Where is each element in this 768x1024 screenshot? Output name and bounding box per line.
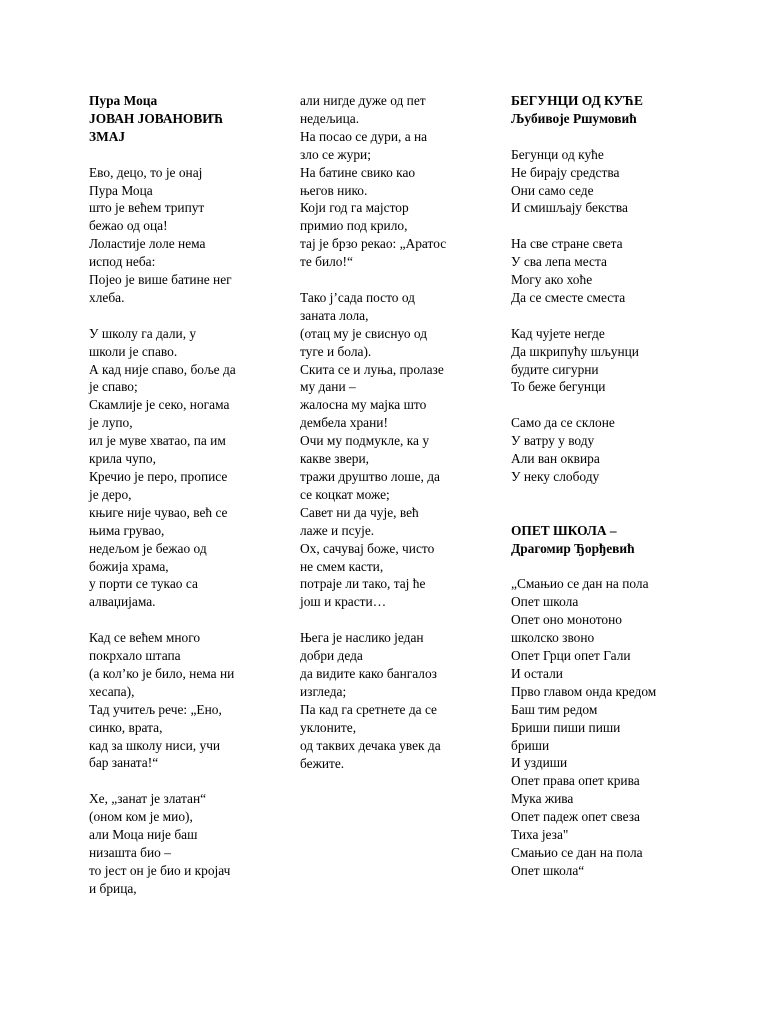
poem-line: У школу га дали, у: [89, 325, 197, 341]
poem-line: да видите како бангалоз: [300, 665, 437, 681]
poem-line: Они само седе: [511, 182, 594, 198]
poem-line: тражи друштво лоше, да: [300, 469, 440, 485]
poem-line: Кад се већем много: [89, 630, 201, 646]
poem-line: заната лола,: [300, 307, 369, 323]
poem-line: зло се жури;: [300, 146, 371, 162]
poem-line: испод неба:: [89, 254, 156, 270]
poem-line: И остали: [511, 665, 563, 681]
poem-line: изгледа;: [300, 683, 347, 699]
poem-line: примио под крило,: [300, 218, 408, 234]
poem-line: школи је спаво.: [89, 343, 178, 359]
poem-line: Тиха језа": [511, 827, 569, 843]
poem-line: Који год га мајстор: [300, 200, 409, 216]
poem-line: њима грувао,: [89, 522, 165, 538]
blank-line: [89, 772, 279, 790]
blank-line: [511, 307, 711, 325]
poem-line: божија храма,: [89, 558, 169, 574]
poem-line: Смањио се дан на пола: [511, 844, 643, 860]
poem-line: те било!“: [300, 254, 353, 270]
poem-line: је спаво;: [89, 379, 138, 395]
poem-line: Опет школа: [511, 594, 579, 610]
text-column-3: [511, 92, 711, 880]
poem-line: Само да се склоне: [511, 415, 615, 431]
poem-line: Опет Грци опет Гали: [511, 647, 631, 663]
poem-line: (оном ком је мио),: [89, 809, 193, 825]
poem-line: покрхало штапа: [89, 648, 181, 664]
poem-line: На батине свико као: [300, 164, 416, 180]
poem-line: (отац му је свиснуо од: [300, 325, 428, 341]
poem-line: Не бирају средства: [511, 164, 620, 180]
poem-line: Опет оно монотоно: [511, 612, 622, 628]
poem-line: Бегунци од куће: [511, 146, 604, 162]
blank-line: [89, 146, 279, 164]
poem-line: алваџијама.: [89, 594, 156, 610]
blank-line: [300, 271, 475, 289]
poem-line: Мука жива: [511, 791, 574, 807]
poem-line: Ох, сачувај боже, чисто: [300, 540, 435, 556]
heading-line: ЗМАЈ: [89, 128, 126, 144]
poem-line: туге и бола).: [300, 343, 372, 359]
poem-line: Опет права опет крива: [511, 773, 640, 789]
poem-line: бежао од оца!: [89, 218, 168, 234]
poem-line: Тад учитељ рече: „Ено,: [89, 701, 222, 717]
blank-line: [511, 557, 711, 575]
poem-line: низашта био –: [89, 845, 171, 860]
poem-line: хесапа),: [89, 683, 135, 699]
heading-line: ОПЕТ ШКОЛА –: [511, 522, 617, 538]
poem-line: „Смањио се дан на пола: [511, 576, 649, 592]
poem-line: У неку слободу: [511, 468, 600, 484]
poem-line: хлеба.: [89, 289, 125, 305]
poem-line: његов нико.: [300, 182, 368, 198]
text-column-1: [89, 92, 279, 898]
poem-line: жалосна му мајка што: [300, 397, 427, 413]
poem-line: књиге није чувао, већ се: [89, 504, 228, 520]
poem-line: и брица,: [89, 880, 137, 896]
poem-line: му дани –: [300, 379, 356, 395]
poem-line: Кад чујете негде: [511, 325, 605, 341]
poem-line: И уздиши: [511, 755, 568, 771]
heading-line: Драгомир Ђорђевић: [511, 540, 635, 556]
poem-line: Баш тим редом: [511, 701, 598, 717]
poem-line: Бриши пиши пиши: [511, 719, 621, 735]
poem-line: што је већем трипут: [89, 200, 205, 216]
poem-line: ил је муве хватао, па им: [89, 433, 226, 449]
blank-line: [511, 217, 711, 235]
poem-line: бар заната!“: [89, 755, 159, 771]
text-column-2: [300, 92, 475, 772]
poem-line: потраје ли тако, тај ће: [300, 576, 426, 592]
poem-line: То беже бегунци: [511, 379, 606, 395]
heading-line: Љубивоје Ршумовић: [511, 110, 637, 126]
poem-line: Опет падеж опет свеза: [511, 809, 640, 825]
poem-line: дембела храни!: [300, 415, 388, 431]
heading-line: БЕГУНЦИ ОД КУЋЕ: [511, 93, 643, 108]
poem-line: али нигде дуже од пет: [300, 93, 426, 108]
poem-line: Тако ј’сада посто од: [300, 289, 415, 305]
poem-line: Али ван оквира: [511, 451, 600, 467]
poem-line: крила чупо,: [89, 451, 156, 467]
poem-line: не смем касти,: [300, 558, 384, 574]
poem-line: добри деда: [300, 648, 363, 664]
poem-line: какве звери,: [300, 451, 369, 467]
poem-line: недељом је бежао од: [89, 540, 207, 556]
poem-line: је деро,: [89, 486, 132, 502]
blank-line: [89, 307, 279, 325]
poem-line: у порти се тукао са: [89, 576, 198, 592]
blank-line: [511, 396, 711, 414]
poem-line: лаже и псује.: [300, 522, 375, 538]
poem-line: А кад није спаво, боље да: [89, 361, 236, 377]
poem-line: уклоните,: [300, 719, 357, 735]
poem-line: На посао се дури, а на: [300, 128, 428, 144]
heading-line: ЈОВАН ЈОВАНОВИЋ: [89, 110, 224, 126]
poem-line: Па кад га сретнете да се: [300, 701, 437, 717]
poem-line: Да се сместе сместа: [511, 289, 626, 305]
poem-line: бежите.: [300, 755, 345, 771]
poem-line: И смишљају бекства: [511, 200, 628, 216]
blank-line: [89, 611, 279, 629]
poem-line: Опет школа“: [511, 862, 585, 878]
blank-line: [511, 128, 711, 146]
poem-line: се коцкат може;: [300, 486, 390, 502]
poem-line: Ево, децо, то је онај: [89, 164, 203, 180]
poem-line: још и красти…: [300, 594, 387, 610]
poem-line: од таквих дечака увек да: [300, 737, 441, 753]
poem-line: Појео је више батине нег: [89, 272, 232, 288]
poem-line: Пура Моца: [89, 182, 153, 198]
poem-line: У сва лепа места: [511, 254, 607, 270]
poem-line: Очи му подмукле, ка у: [300, 433, 430, 449]
poem-line: тај је брзо рекао: „Аратос: [300, 236, 447, 252]
poem-line: то јест он је био и кројач: [89, 862, 231, 878]
poem-line: синко, врата,: [89, 719, 163, 735]
poem-line: (а кол’ко је било, нема ни: [89, 665, 235, 681]
poem-line: Лоластије лоле нема: [89, 236, 206, 252]
poem-line: Скамлије је секо, ногама: [89, 397, 230, 413]
poem-line: недељица.: [300, 110, 360, 126]
poem-line: У ватру у воду: [511, 433, 595, 449]
poem-line: школско звоно: [511, 630, 595, 646]
poem-line: Њега је наслико један: [300, 630, 424, 646]
blank-line: [511, 504, 711, 522]
poem-line: Скита се и луња, пролазе: [300, 361, 444, 377]
poem-line: Прво главом онда кредом: [511, 683, 657, 699]
poem-line: али Моца није баш: [89, 827, 198, 843]
poem-line: бриши: [511, 737, 550, 753]
poem-line: Кречио је перо, прописе: [89, 469, 228, 484]
poem-line: Хе, „занат је златан“: [89, 791, 207, 807]
poem-line: Да шкрипућу шљунци: [511, 343, 639, 359]
poem-line: кад за школу ниси, учи: [89, 737, 221, 753]
blank-line: [511, 486, 711, 504]
poem-line: Могу ако хоће: [511, 272, 593, 288]
poem-line: будите сигурни: [511, 361, 599, 377]
poem-line: На све стране света: [511, 236, 623, 252]
poem-line: је лупо,: [89, 415, 133, 431]
heading-line: Пура Моца: [89, 93, 158, 108]
poem-line: Савет ни да чује, већ: [300, 504, 419, 520]
blank-line: [300, 611, 475, 629]
